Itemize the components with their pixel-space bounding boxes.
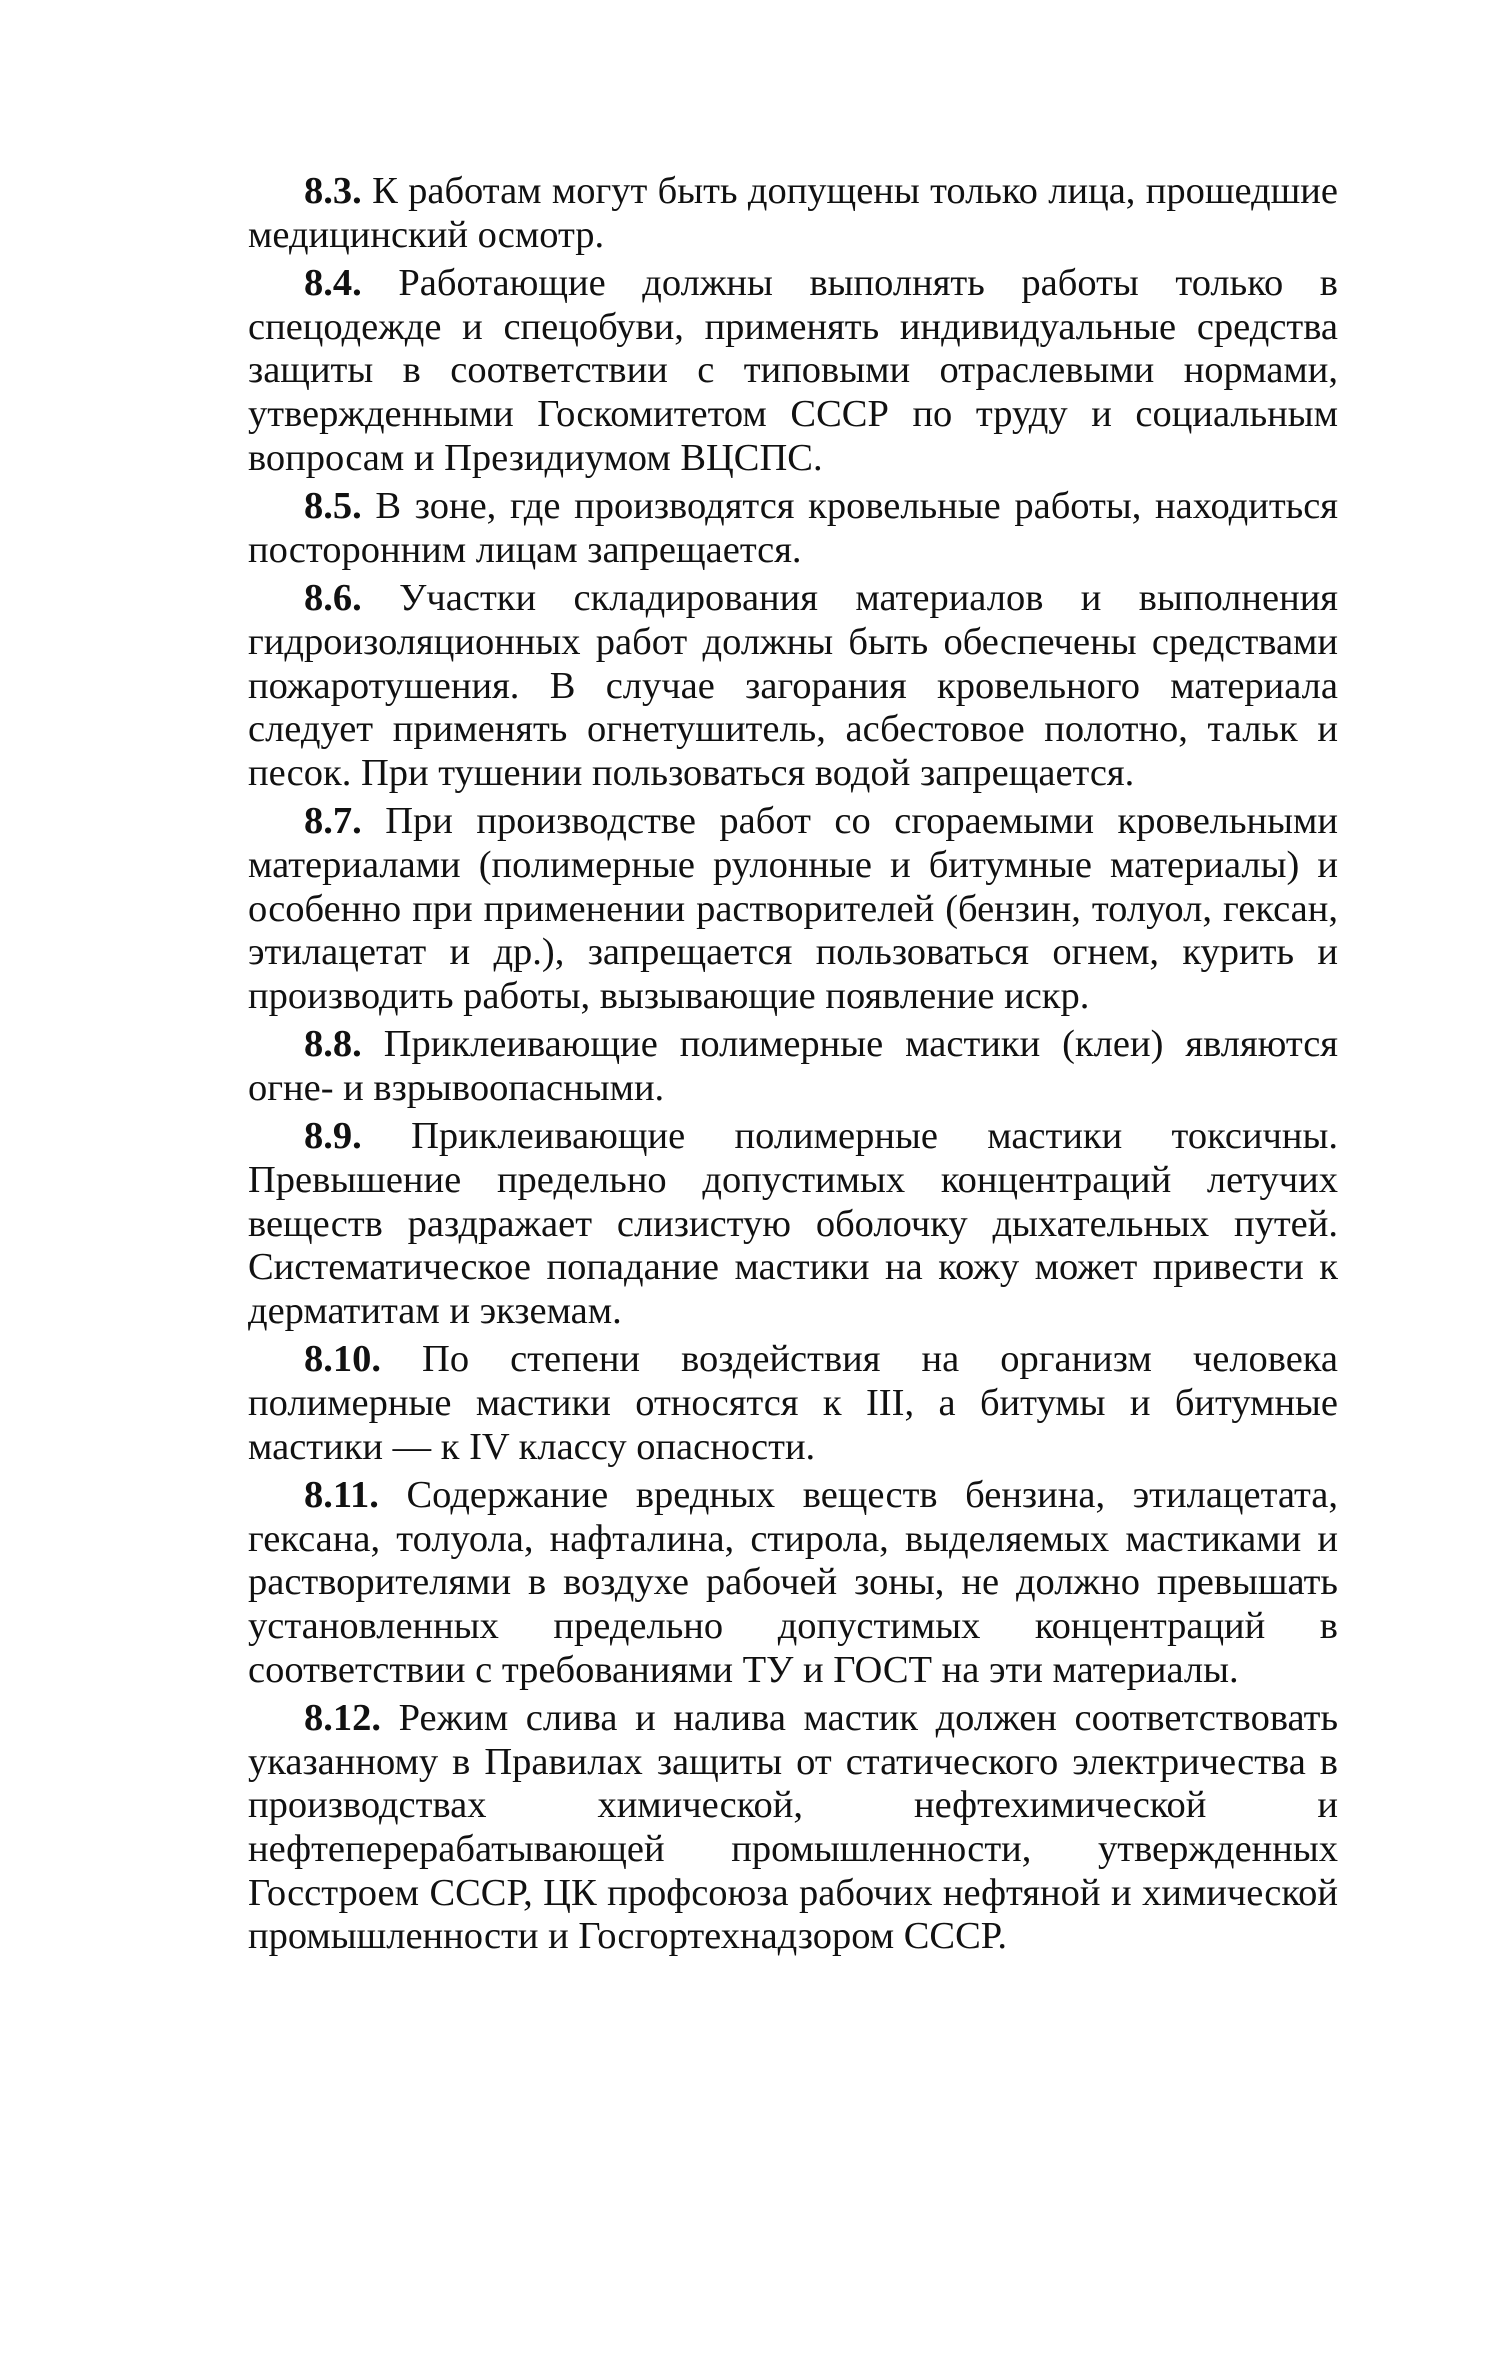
paragraph-8-6 [248, 577, 1338, 795]
paragraph-8-9 [248, 1115, 1338, 1333]
paragraph-number: 8.9. [304, 1115, 362, 1158]
paragraph-text: Режим слива и налива мастик должен соответствовать указанному в Правилах защиты от статического электричества в производствах химической, нефтехимической и нефтеперерабатывающей промышленности, утвержденных Госстроем СССР, ЦК профсоюза рабочих нефтяной и химической промышленности и Госгортехнадзором СССР. [248, 1697, 1338, 1958]
paragraph-text: Содержание вредных веществ бензина, этилацетата, гексана, толуола, нафталина, стирола, выделяемых мастиками и растворителями в воздухе рабочей зоны, не должно превышать установленных предельно допустимых концентраций в соответствии с требованиями ТУ и ГОСТ на эти материалы. [248, 1474, 1339, 1691]
paragraph-number: 8.8. [304, 1023, 362, 1066]
paragraph-8-11 [248, 1474, 1338, 1692]
paragraph-text: Работающие должны выполнять работы только в спецодежде и спецобуви, применять индивидуальные средства защиты в соответствии с типовыми отраслевыми нормами, утвержденными Госкомитетом СССР по труду и социальным вопросам и Президиумом ВЦСПС. [248, 262, 1338, 479]
paragraph-number: 8.6. [304, 577, 362, 620]
paragraph-text: По степени воздействия на организм человека полимерные мастики относятся к III, а битумы и битумные мастики — к IV классу опасности. [248, 1338, 1338, 1468]
paragraph-number: 8.5. [304, 485, 362, 528]
paragraph-8-5 [248, 485, 1338, 572]
paragraph-8-10 [248, 1338, 1338, 1469]
paragraph-text: При производстве работ со сгораемыми кровельными материалами (полимерные рулонные и битумные материалы) и особенно при применении растворителей (бензин, толуол, гексан, этилацетат и др.), запрещается пользоваться огнем, курить и производить работы, вызывающие появление искр. [248, 800, 1338, 1017]
paragraph-text: Приклеивающие полимерные мастики (клеи) являются огне- и взрывоопасными. [248, 1023, 1339, 1109]
paragraph-number: 8.3. [304, 170, 362, 212]
paragraph-8-12 [248, 1697, 1338, 1959]
paragraph-text: К работам могут быть допущены только лица, прошедшие медицинский осмотр. [248, 170, 1338, 256]
paragraph-8-4 [248, 262, 1338, 480]
paragraph-text: В зоне, где производятся кровельные работы, находиться посторонним лицам запрещается. [248, 485, 1339, 571]
paragraph-number: 8.7. [304, 800, 362, 843]
paragraph-number: 8.12. [304, 1697, 381, 1740]
paragraph-number: 8.10. [304, 1338, 381, 1381]
paragraph-text: Приклеивающие полимерные мастики токсичны. Превышение предельно допустимых концентраций летучих веществ раздражает слизистую оболочку дыхательных путей. Систематическое попадание мастики на кожу может привести к дерматитам и экземам. [248, 1115, 1338, 1332]
paragraph-text: Участки складирования материалов и выполнения гидроизоляционных работ должны быть обеспечены средствами пожаротушения. В случае загорания кровельного материала следует применять огнетушитель, асбестовое полотно, тальк и песок. При тушении пользоваться водой запрещается. [248, 577, 1338, 794]
paragraph-number: 8.4. [304, 262, 362, 305]
paragraph-number: 8.11. [304, 1474, 379, 1517]
paragraph-8-3 [248, 170, 1338, 257]
paragraph-8-8 [248, 1023, 1338, 1110]
document-body [248, 170, 1338, 1964]
paragraph-8-7 [248, 800, 1338, 1018]
